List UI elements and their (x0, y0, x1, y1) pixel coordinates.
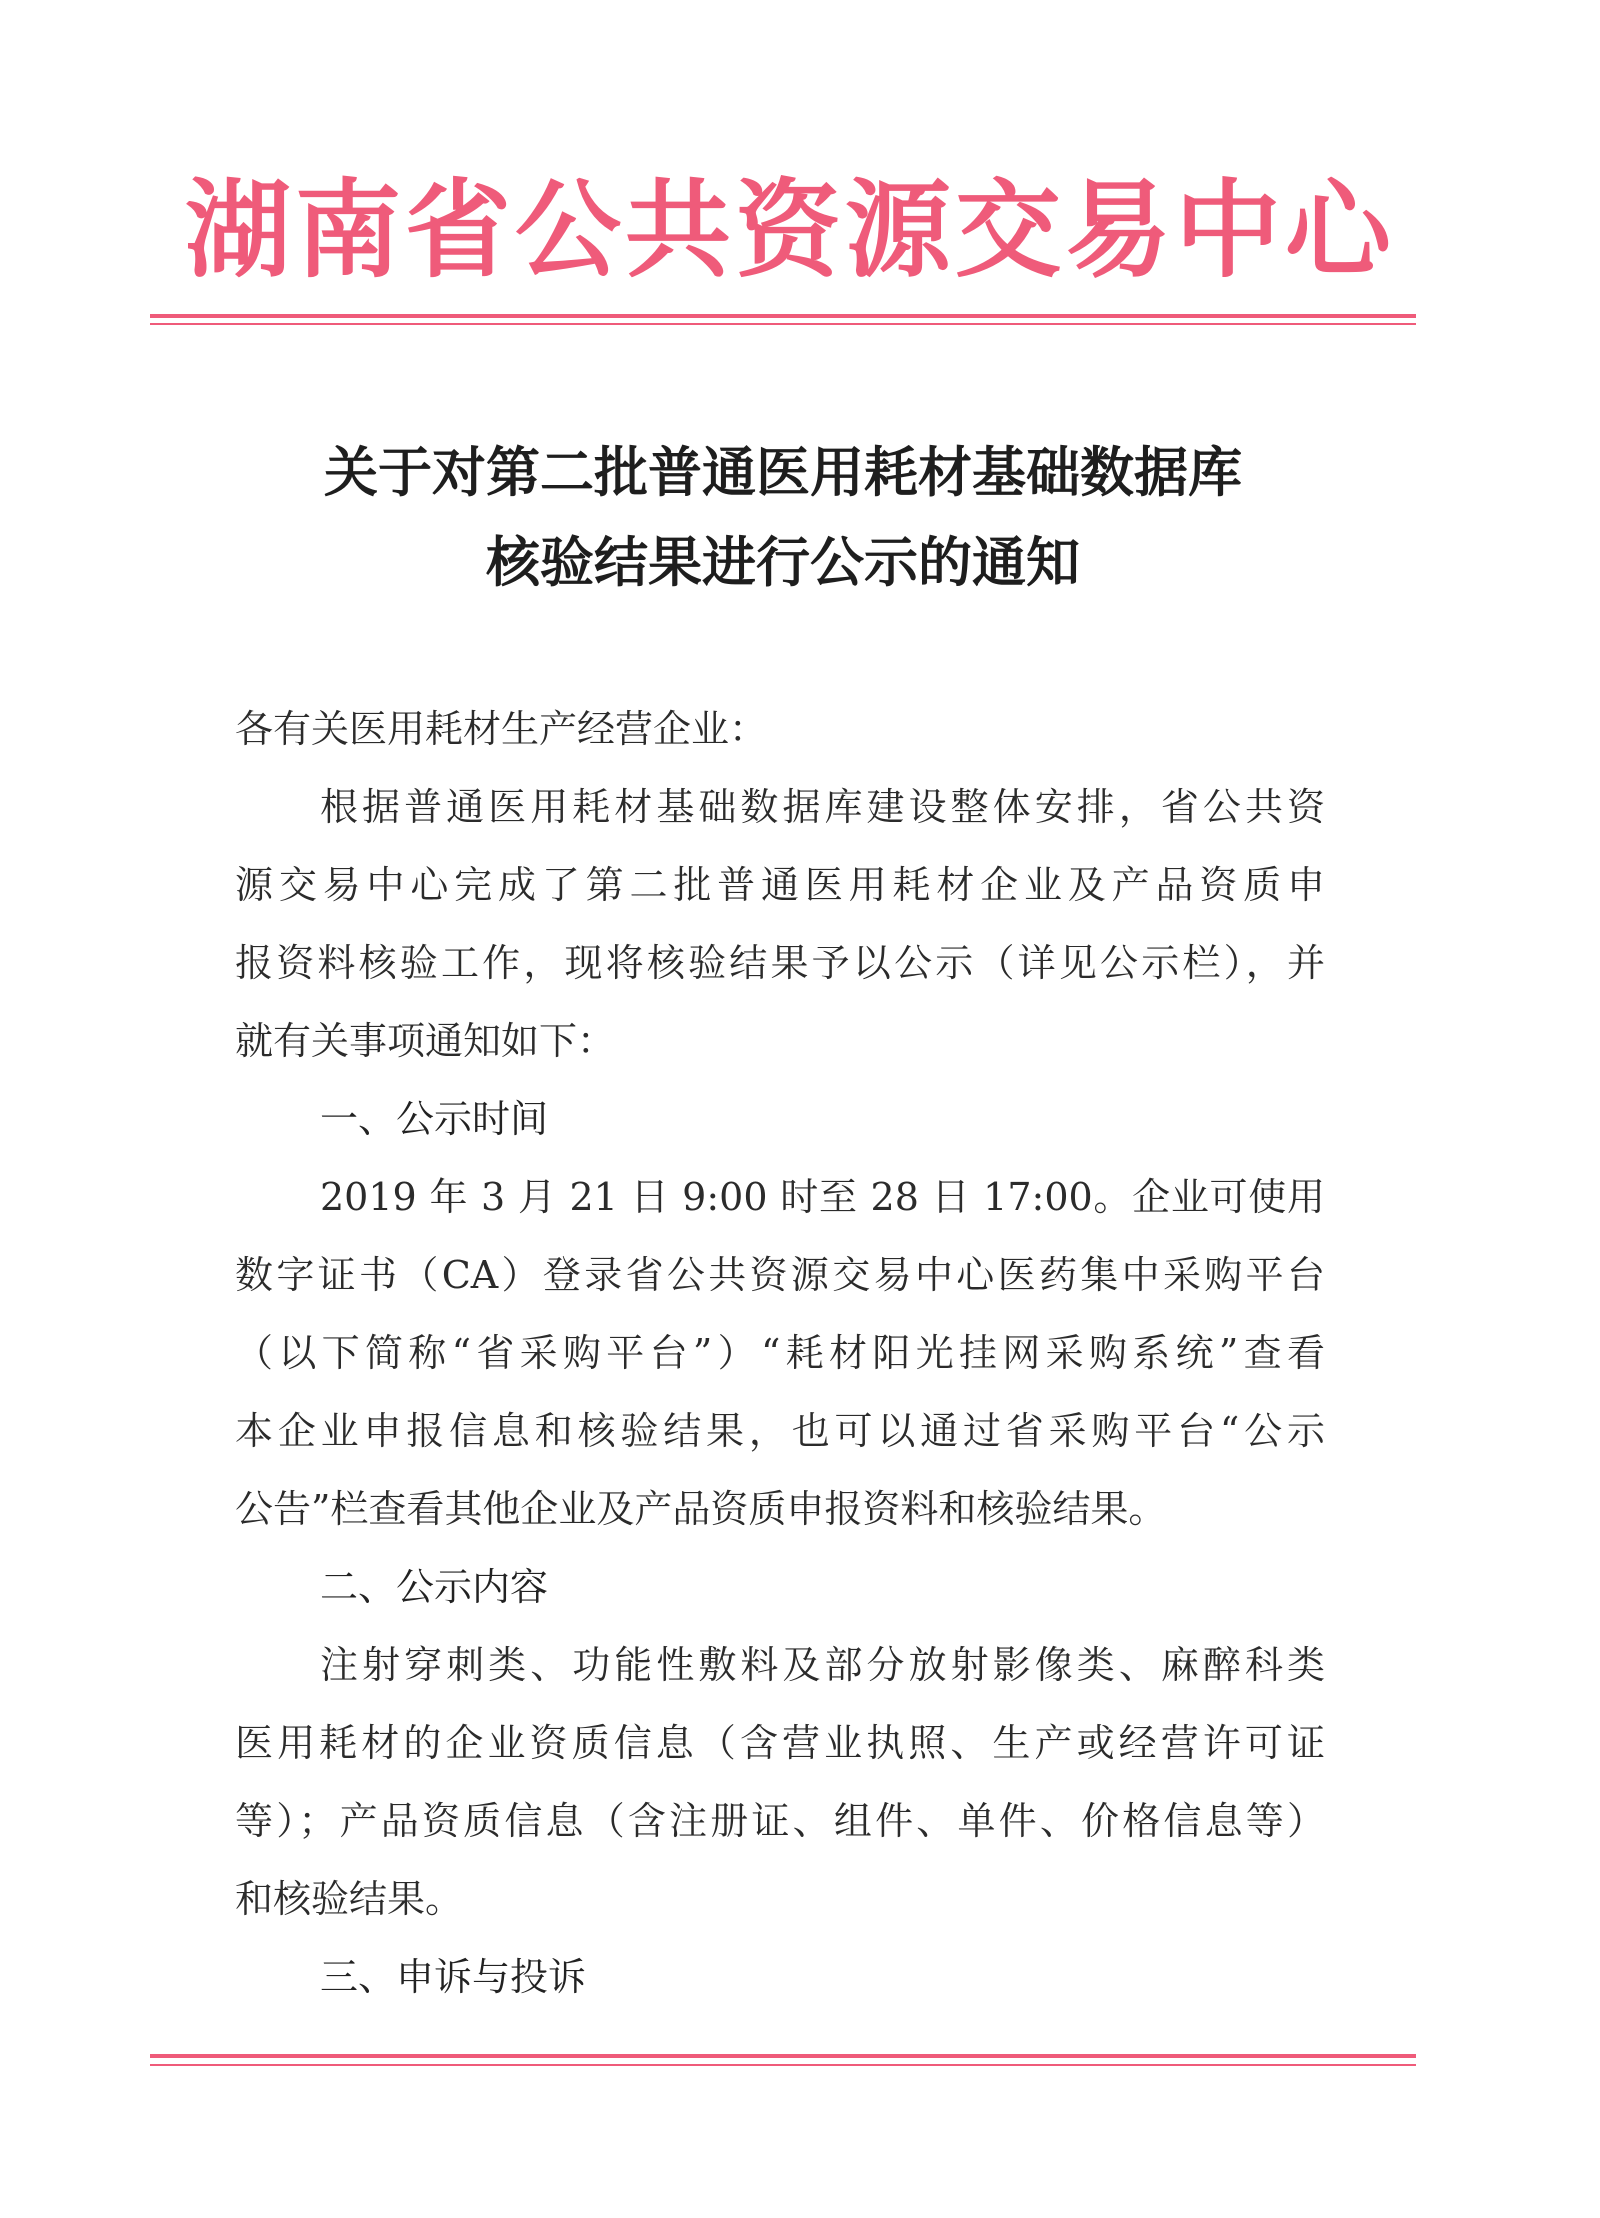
footer-rule-top (150, 2054, 1416, 2058)
section3-heading: 三、申诉与投诉 (320, 1955, 587, 1999)
letterhead-rule-top (150, 314, 1416, 318)
section1-line: 公告”栏查看其他企业及产品资质申报资料和核验结果。 (235, 1487, 1167, 1531)
section1-heading: 一、公示时间 (320, 1097, 549, 1141)
intro-line: 源交易中心完成了第二批普通医用耗材企业及产品资质申 (235, 863, 1325, 907)
section2-line: 等）；产品资质信息（含注册证、组件、单件、价格信息等） (235, 1799, 1325, 1843)
footer-rule-bottom (150, 2064, 1416, 2066)
intro-line: 报资料核验工作，现将核验结果予以公示（详见公示栏），并 (235, 941, 1325, 985)
notice-title-line1: 关于对第二批普通医用耗材基础数据库 (324, 440, 1242, 504)
salutation: 各有关医用耗材生产经营企业： (235, 707, 768, 751)
letterhead-rule-bottom (150, 323, 1416, 325)
section1-line: 本企业申报信息和核验结果，也可以通过省采购平台“公示 (235, 1409, 1325, 1453)
notice-title-line2: 核验结果进行公示的通知 (486, 530, 1080, 594)
section2-line: 和核验结果。 (235, 1877, 464, 1921)
section2-line: 医用耗材的企业资质信息（含营业执照、生产或经营许可证 (235, 1721, 1325, 1765)
section2-heading: 二、公示内容 (320, 1565, 549, 1609)
section1-line: （以下简称“省采购平台”）“耗材阳光挂网采购系统”查看 (235, 1331, 1325, 1375)
section1-line: 2019 年 3 月 21 日 9:00 时至 28 日 17:00。企业可使用 (320, 1175, 1325, 1219)
section1-line: 数字证书（CA）登录省公共资源交易中心医药集中采购平台 (235, 1253, 1325, 1297)
letterhead-org-name: 湖南省公共资源交易中心 (185, 169, 1395, 292)
section2-line: 注射穿刺类、功能性敷料及部分放射影像类、麻醉科类 (320, 1643, 1325, 1687)
intro-line: 根据普通医用耗材基础数据库建设整体安排，省公共资 (320, 785, 1325, 829)
intro-line: 就有关事项通知如下： (235, 1019, 616, 1063)
